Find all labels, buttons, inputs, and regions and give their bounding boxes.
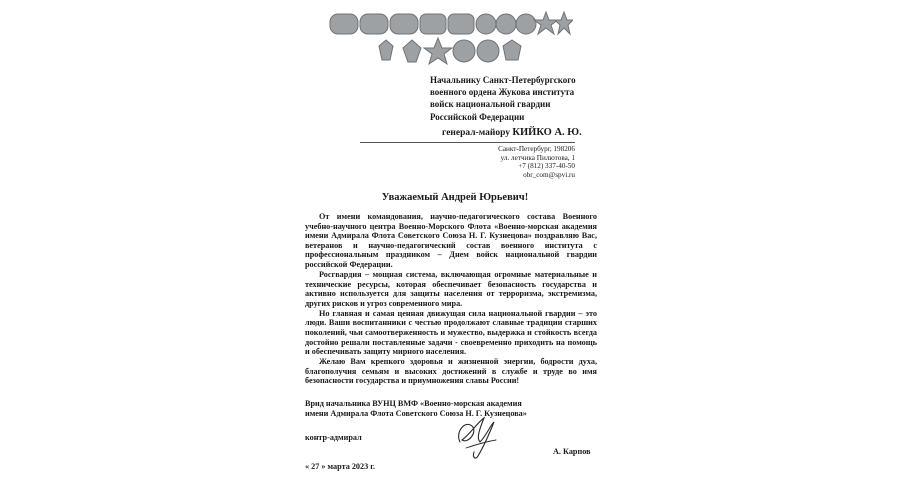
address-line: +7 (812) 337-40-50 — [518, 162, 575, 171]
body-paragraph: От имени командования, научно-педагогического состава Военного учебно-научного центра Военно-Морского Флота «Военно-морская академия имени Адмирала Флота Советского Союза Н. Г. Кузнецова» поздравляю Вас, ветеранов и научно-педагогический состав военного института с профессиональным праздником – Днем войск национальной гвардии российской Федерации. — [305, 212, 597, 269]
recipient-line: военного ордена Жукова института — [430, 87, 575, 98]
recipient-line: Российской Федерации — [430, 111, 525, 122]
body-paragraph: Росгвардия – мощная система, включающая огромные материальные и технические ресурсы, которая обеспечивает безопасность государства и активно используется для защиты населения от терроризма, экстремизма, других рисков и угроз современного мира. — [305, 269, 597, 308]
recipient-rank: генерал-майору — [442, 128, 510, 138]
address-line: ул. летчика Пилютова, 1 — [500, 153, 575, 162]
recipient-line: войск национальной гвардии — [430, 99, 551, 110]
greeting: Уважаемый Андрей Юрьевич! — [381, 192, 529, 203]
signatory-name: А. Карпов — [553, 447, 591, 456]
recipient-line: Начальнику Санкт-Петербургского — [430, 75, 576, 85]
address-block — [470, 145, 575, 179]
handwritten-signature — [450, 412, 505, 462]
orders-bottom-row — [379, 38, 521, 64]
signoff-line: имени Адмирала Флота Советского Союза Н. Г. Кузнецова» — [305, 409, 527, 418]
address-line: obr_com@spvi.ru — [523, 170, 575, 179]
recipient-name: КИЙКО А. Ю. — [512, 127, 582, 138]
letter-body — [305, 212, 597, 386]
recipient-block — [430, 74, 630, 123]
orders-emblem — [328, 10, 573, 68]
address-line: Санкт-Петербург, 198206 — [498, 145, 575, 153]
letter-date: « 27 » марта 2023 г. — [305, 462, 376, 471]
address-divider — [360, 142, 575, 143]
recipient-name-line — [442, 127, 582, 138]
signoff-line: Врид начальника ВУНЦ ВМФ «Военно-морская академия — [305, 399, 522, 408]
orders-top-row — [330, 12, 573, 34]
body-paragraph: Но главная и самая ценная движущая сила национальной гвардии – это люди. Ваши воспитанники с честью продолжают славные традиции старших поколений, чьи самоотверженность и мужество, выдержка и стойкость всегда достойно решали поставленные задачи - своевременно приходить на помощь и обеспечивать защиту мирного населения. — [305, 308, 597, 357]
signatory-rank: контр-адмирал — [305, 433, 362, 442]
body-paragraph: Желаю Вам крепкого здоровья и жизненной энергии, бодрости духа, благополучия семьям и высоких достижений в службе и труде во имя безопасности государства и приумножения славы России! — [305, 357, 597, 386]
